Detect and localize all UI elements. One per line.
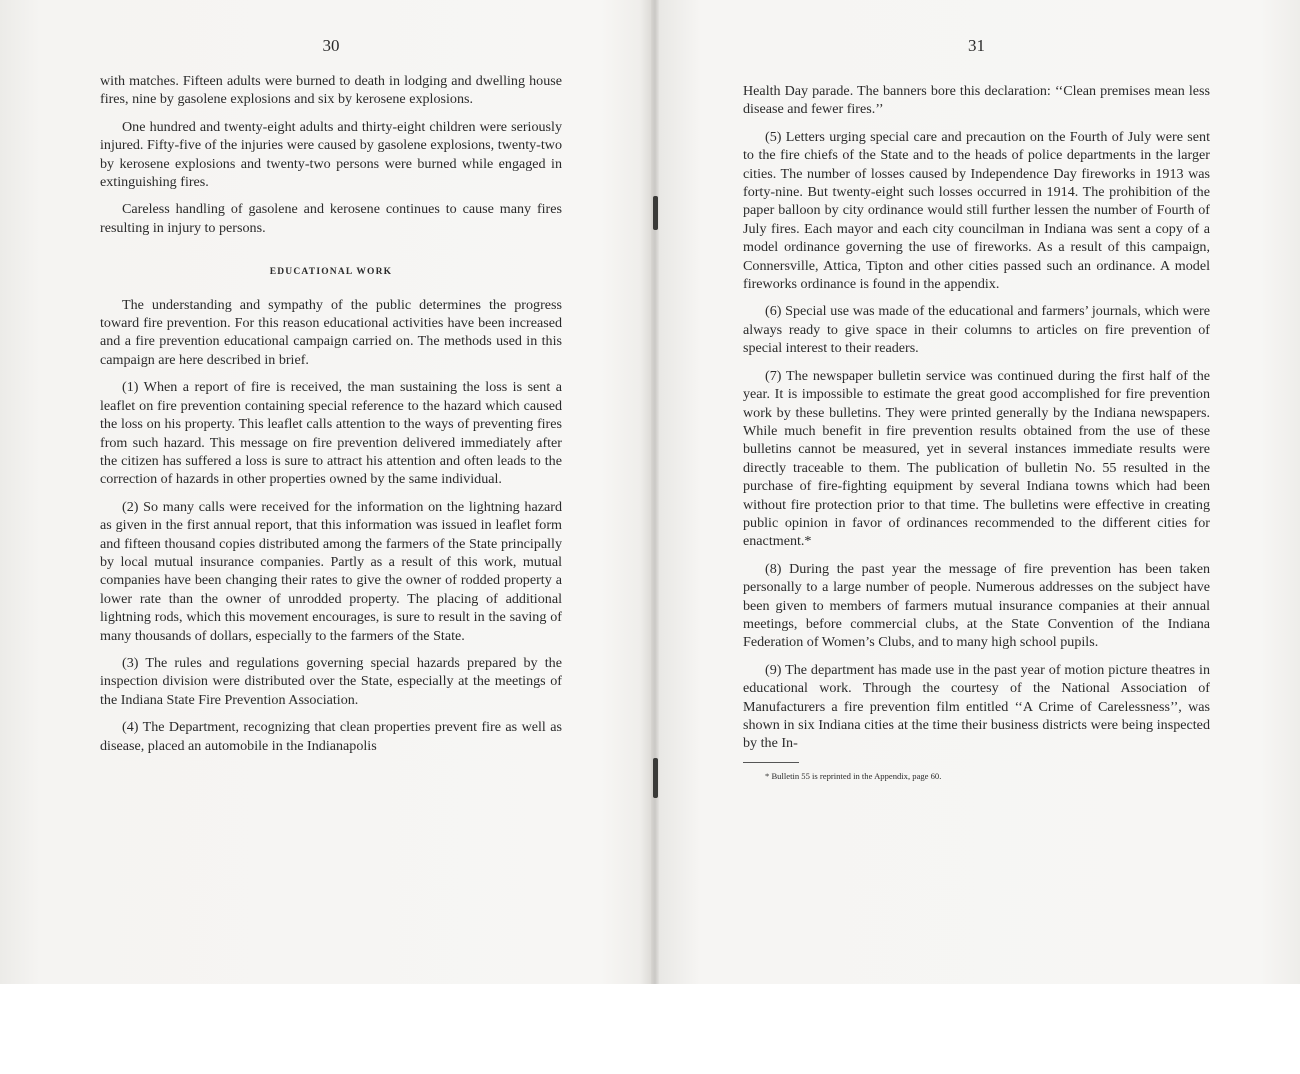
- binding-staple-top: [653, 196, 658, 230]
- page-body: [743, 82, 1210, 785]
- paragraph: with matches. Fifteen adults were burned to death in lodging and dwelling house fires, nine by gasolene explosions and six by kerosene explosions.: [100, 73, 562, 108]
- paragraph: (5) Letters urging special care and precaution on the Fourth of July were sent to the fire chiefs of the State and to the heads of police departments in the larger cities. The number of losses caused by Independence Day fireworks in 1913 was forty-nine. But twenty-eight such losses occurred in 1914. The prohibition of the paper balloon by city ordinance would still further lessen the number of Fourth of July fires. Each mayor and each city councilman in Indiana was sent a copy of a model ordinance governing the use of fireworks. As a result of this campaign, Connersville, Attica, Tipton and other cities passed such an ordinance. A model fireworks ordinance is found in the appendix.: [743, 128, 1210, 293]
- section-heading: EDUCATIONAL WORK: [269, 267, 393, 278]
- book-gutter: [651, 0, 659, 984]
- paragraph: (6) Special use was made of the educational and farmers’ journals, which were always ready to give space in their columns to articles on fire prevention of special interest to their readers.: [743, 303, 1210, 357]
- paragraph: (1) When a report of fire is received, the man sustaining the loss is sent a leaflet on fire prevention containing special reference to the hazard which caused the loss on his property. This leaflet calls attention to the ways of preventing fires from such hazard. This message on fire prevention delivered immediately after the citizen has suffered a loss is sure to attract his attention and often leads to the correction of hazards in other properties owned by the same individual.: [100, 379, 562, 488]
- paragraph: (8) During the past year the message of fire prevention has been taken personally to a large number of people. Numerous addresses on the subject have been given to members of farmers mutual insurance companies at their annual meetings, before commercial clubs, at the State Convention of the Indiana Federation of Women’s Clubs, and to many high school pupils.: [743, 560, 1210, 651]
- paragraph: One hundred and twenty-eight adults and thirty-eight children were seriously injured. Fifty-five of the injuries were caused by gasolene explosions, twenty-two by kerosene explosions and twenty-two persons were burned while engaged in extinguishing fires.: [100, 118, 562, 191]
- paragraph: The understanding and sympathy of the public determines the progress toward fire prevention. For this reason educational activities have been increased and a fire prevention educational campaign carried on. The methods used in this campaign are here described in brief.: [100, 296, 562, 368]
- paragraph: (7) The newspaper bulletin service was continued during the first half of the year. It is impossible to estimate the great good accomplished for fire prevention work by these bulletins. They were printed generally by the Indiana newspapers. While much benefit in fire prevention results obtained from the use of these bulletins cannot be measured, yet in several instances immediate results were directly traceable to them. The publication of bulletin No. 55 resulted in the purchase of fire-fighting equipment by several Indiana towns which had been without fire protection prior to that time. The bulletins were effective in creating public opinion in favor of ordinances recommended to the different cities for enactment.*: [743, 367, 1210, 550]
- page-number: 31: [968, 36, 985, 55]
- paragraph: (2) So many calls were received for the information on the lightning hazard as given in the first annual report, that this information was issued in leaflet form and fifteen thousand copies distributed among the farmers of the State principally by local mutual insurance companies. Partly as a result of this work, mutual companies have been changing their rates to give the owner of rodded property a lower rate than the owner of unrodded property. The placing of additional lightning rods, which this movement encourages, is sure to result in the saving of many thousands of dollars, especially to the farmers of the State.: [100, 498, 562, 644]
- footnote-rule: [743, 762, 799, 763]
- paragraph: Careless handling of gasolene and kerosene continues to cause many fires resulting in injury to persons.: [100, 201, 562, 236]
- paragraph: (4) The Department, recognizing that clean properties prevent fire as well as disease, placed an automobile in the Indianapolis: [100, 719, 562, 754]
- right-page: [743, 0, 1210, 984]
- page-number: 30: [322, 36, 340, 55]
- page-body: [100, 72, 562, 764]
- paragraph: Health Day parade. The banners bore this declaration: ‘‘Clean premises mean less disease and fewer fires.’’: [743, 83, 1210, 118]
- footnote: * Bulletin 55 is reprinted in the Appendix, page 60.: [765, 770, 942, 781]
- paragraph: (3) The rules and regulations governing special hazards prepared by the inspection division were distributed over the State, especially at the meetings of the Indiana State Fire Prevention Association.: [100, 654, 562, 708]
- left-page: [100, 0, 562, 984]
- paragraph: (9) The department has made use in the past year of motion picture theatres in educational work. Through the courtesy of the National Association of Manufacturers a fire prevention film entitled ‘‘A Crime of Carelessness’’, was shown in six Indiana cities at the time their business districts were being inspected by the In-: [743, 661, 1210, 752]
- binding-staple-bottom: [653, 758, 658, 798]
